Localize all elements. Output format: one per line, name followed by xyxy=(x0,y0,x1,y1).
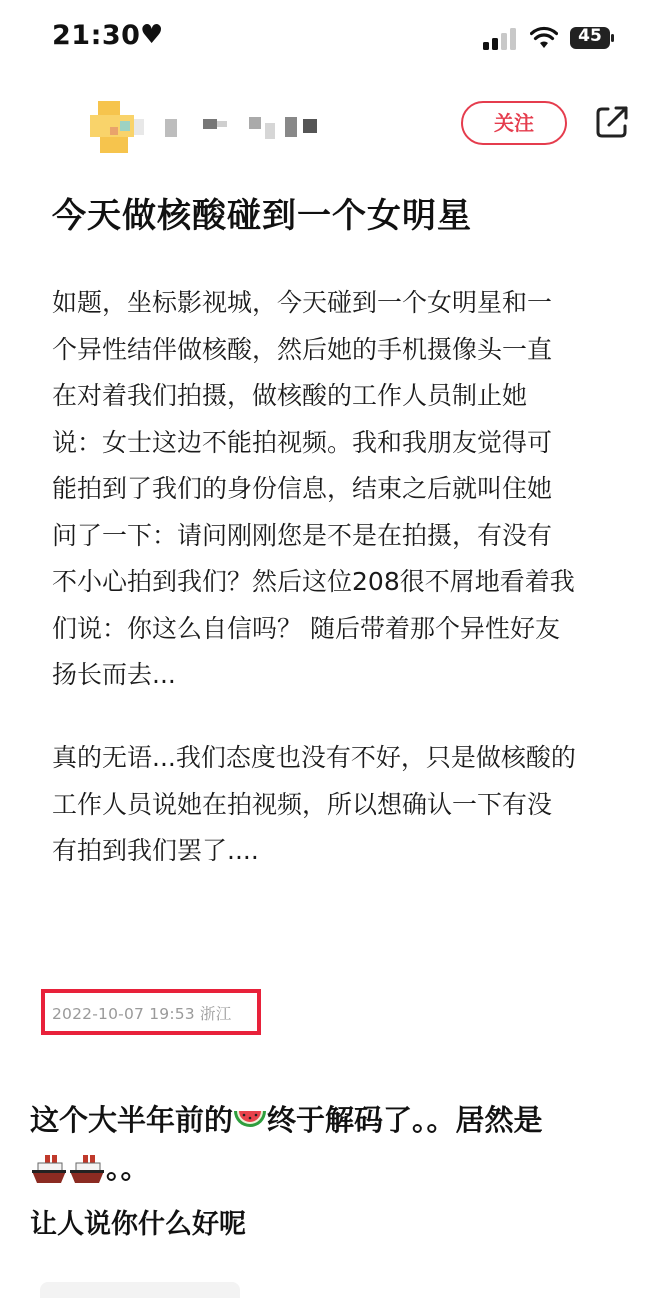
post-date-location: 2022-10-07 19:53 浙江 xyxy=(52,1005,232,1023)
caption-line-3: 让人说你什么好呢 xyxy=(30,1209,246,1240)
caption-line-2 xyxy=(30,1146,150,1187)
username-blurred[interactable] xyxy=(165,115,325,139)
post-title: 今天做核酸碰到一个女明星 xyxy=(52,196,472,236)
follow-button[interactable]: 关注 xyxy=(461,101,567,145)
post-body-paragraph-1: 如题，坐标影视城，今天碰到一个女明星和一 个异性结伴做核酸，然后她的手机摄像头一直 在对着我们拍摄，做核酸的工作人员制止她 说：女士这边不能拍视频。我和我朋友觉得可 能拍到了我们的身份信息，结束之后就叫住她 问了一下：请问刚刚您是不是在拍摄，有没有 不小心拍到我们？然后这位208很不屑地看着我 们说：你这么自信吗？ 随后带着那个异性好友 扬长而去... xyxy=(52,288,575,689)
ship-icon xyxy=(30,1153,68,1187)
share-icon[interactable] xyxy=(594,104,630,140)
wifi-icon xyxy=(530,26,558,50)
watermelon-icon xyxy=(233,1107,267,1137)
caption-text-before: 这个大半年前的 xyxy=(30,1103,234,1137)
bottom-comment-bar[interactable] xyxy=(40,1282,240,1298)
cellular-signal-icon xyxy=(483,28,519,50)
status-time: 21:30 xyxy=(52,20,141,51)
status-bar xyxy=(0,0,660,80)
caption-line-2-text: 。。 xyxy=(106,1151,150,1185)
avatar[interactable] xyxy=(90,97,148,155)
caption-text-after: 终于解码了。。居然是 xyxy=(267,1103,543,1137)
ship-icon xyxy=(68,1153,106,1187)
post-body-paragraph-2: 真的无语...我们态度也没有不好，只是做核酸的 工作人员说她在拍视频，所以想确认一下有没 有拍到我们罢了.... xyxy=(52,743,576,865)
battery-level: 45 xyxy=(578,26,602,46)
caption-line-1 xyxy=(30,1098,543,1139)
heart-icon: ♥ xyxy=(140,20,164,50)
